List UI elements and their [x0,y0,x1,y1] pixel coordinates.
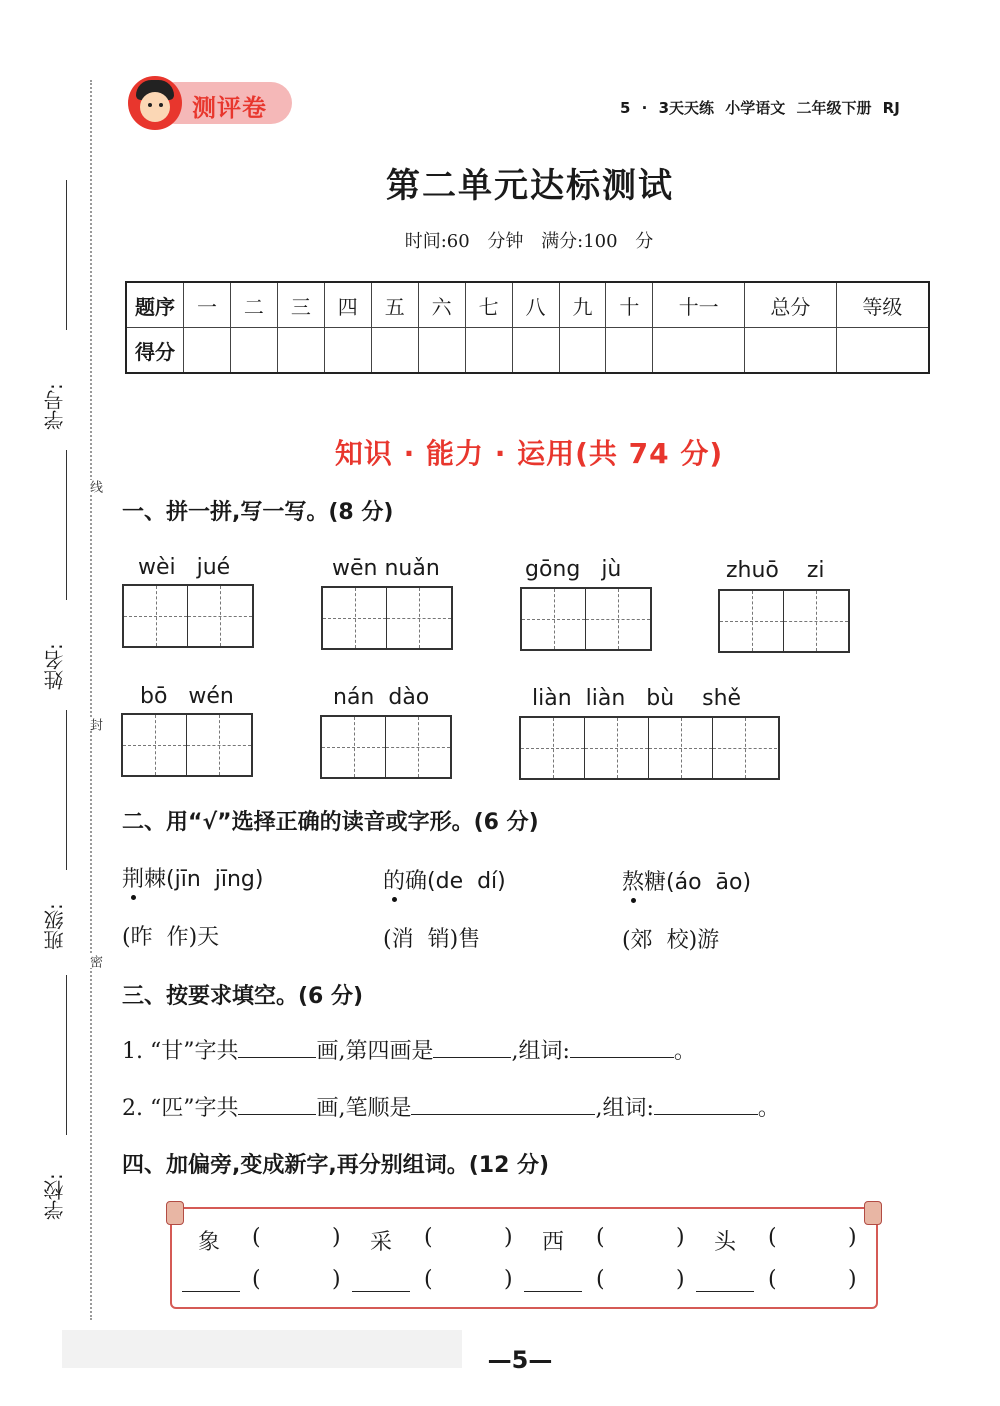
score-col: 四 [324,282,371,328]
q1-pinyin: gōng jù [525,557,622,582]
q2-option[interactable] [622,865,751,896]
q4-paren: ) [676,1267,685,1292]
q1-writing-box[interactable] [122,584,254,648]
name-label: 姓名: [43,643,67,690]
series-header: 5 · 3天天练 小学语文 二年级下册 RJ [620,99,900,117]
q1-writing-box[interactable] [320,715,452,779]
q3-text: ,组词: [595,1096,654,1121]
fourth-stroke-blank[interactable] [433,1035,511,1058]
score-cell[interactable] [277,328,324,374]
score-cell[interactable] [512,328,559,374]
score-cell[interactable] [418,328,465,374]
q1-heading: 一、拼一拼,写一写。(8 分) [122,500,394,525]
q3-line-2 [122,1091,780,1122]
q1-writing-box[interactable] [520,587,652,651]
q1-writing-box[interactable] [718,589,850,653]
score-col: 总分 [745,282,837,328]
time-score-info: 时间:60 分钟 满分:100 分 [404,231,654,252]
score-table-row-label: 得分 [126,328,184,374]
score-cell[interactable] [745,328,837,374]
score-cell[interactable] [836,328,929,374]
q2-option[interactable]: (郊 校)游 [622,928,720,953]
stroke-count-blank[interactable] [238,1092,316,1115]
q4-base-char: 象 [198,1230,221,1255]
score-col: 九 [559,282,606,328]
q3-heading: 三、按要求填空。(6 分) [122,984,364,1009]
q4-scroll-box [170,1207,878,1309]
q2-dotted-char: 的 [383,869,406,894]
q4-paren: ( [424,1225,433,1250]
q4-new-char-blank[interactable] [352,1271,410,1292]
binding-mark-secret: 密 [87,955,102,968]
q4-row-blanks [172,1267,876,1297]
binding-mark-line: 线 [87,480,102,493]
student-id-label: 学号: [43,383,67,430]
score-cell[interactable] [324,328,371,374]
score-table [125,281,930,374]
score-cell[interactable] [606,328,653,374]
badge-text: 测评卷 [192,94,267,122]
q4-paren: ) [504,1267,513,1292]
q2-heading: 二、用“√”选择正确的读音或字形。(6 分) [122,810,539,835]
score-col: 二 [230,282,277,328]
q1-pinyin: wēn nuǎn [332,556,440,581]
score-col: 五 [371,282,418,328]
q4-paren: ( [252,1267,261,1292]
test-badge [128,76,294,130]
q1-writing-box[interactable] [519,716,780,780]
q3-text: 画,第四画是 [316,1039,434,1064]
word-blank[interactable] [570,1035,674,1058]
binding-mark-seal: 封 [87,718,102,731]
score-col: 等级 [836,282,929,328]
q4-paren: ) [676,1225,685,1250]
class-rule [66,710,67,870]
q3-text: 2. “匹”字共 [122,1096,239,1121]
q1-pinyin: zhuō zi [726,558,825,583]
q3-text: 。 [757,1096,780,1121]
q4-paren: ( [768,1225,777,1250]
name-rule [66,450,67,600]
q4-new-char-blank[interactable] [182,1271,240,1292]
q2-option-text: 糖(áo āo) [644,870,752,895]
q1-pinyin: bō wén [140,684,234,709]
q4-paren: ) [332,1267,341,1292]
q4-paren: ) [848,1267,857,1292]
score-col: 十 [606,282,653,328]
q1-pinyin: liàn liàn bù shě [532,686,742,711]
q4-new-char-blank[interactable] [524,1271,582,1292]
score-cell[interactable] [184,328,231,374]
score-cell[interactable] [230,328,277,374]
score-col: 八 [512,282,559,328]
q1-pinyin: wèi jué [138,555,231,580]
score-cell[interactable] [559,328,606,374]
q3-text: ,组词: [511,1039,570,1064]
q2-option[interactable] [383,864,506,895]
score-table-row-label: 题序 [126,282,184,328]
q4-base-char: 采 [370,1230,393,1255]
q2-option[interactable]: (昨 作)天 [122,925,220,950]
q4-paren: ( [768,1267,777,1292]
q4-paren: ) [504,1225,513,1250]
q1-writing-box[interactable] [121,713,253,777]
score-col: 三 [277,282,324,328]
q2-option[interactable] [122,862,263,893]
q1-writing-box[interactable] [321,586,453,650]
scroll-curl-icon [864,1201,882,1225]
score-col: 一 [184,282,231,328]
q1-pinyin: nán dào [333,685,430,710]
word-blank[interactable] [654,1092,758,1115]
score-col: 十一 [653,282,745,328]
q4-new-char-blank[interactable] [696,1271,754,1292]
score-table-score-row [126,328,929,374]
q2-option[interactable]: (消 销)售 [383,927,481,952]
school-rule [66,975,67,1135]
score-cell[interactable] [653,328,745,374]
score-cell[interactable] [465,328,512,374]
score-table-header-row [126,282,929,328]
q2-option-text: 确(de dí) [405,869,506,894]
q4-paren: ) [332,1225,341,1250]
q4-paren: ( [596,1267,605,1292]
stroke-count-blank[interactable] [238,1035,316,1058]
q3-text: 画,笔顺是 [316,1096,412,1121]
school-label: 学校: [43,1173,67,1220]
q4-base-char: 西 [542,1230,565,1255]
q3-text: 1. “甘”字共 [122,1039,239,1064]
q2-dotted-char: 熬 [622,870,645,895]
binding-dotted-line [90,80,92,1320]
q2-option-text: 棘(jīn jīng) [144,867,264,892]
q2-dotted-char: 荆 [122,867,145,892]
section-title: 知识 · 能力 · 运用(共 74 分) [334,437,724,470]
q4-paren: ( [252,1225,261,1250]
stroke-order-blank[interactable] [411,1092,595,1115]
class-label: 班级: [43,903,67,950]
page-title: 第二单元达标测试 [386,166,674,206]
q3-line-1 [122,1034,696,1065]
q4-paren: ( [596,1225,605,1250]
mascot-face-icon [128,76,182,130]
score-cell[interactable] [371,328,418,374]
q4-paren: ) [848,1225,857,1250]
page-number: —5— [487,1346,553,1374]
q4-base-char: 头 [714,1230,737,1255]
q4-heading: 四、加偏旁,变成新字,再分别组词。(12 分) [122,1153,550,1178]
q4-paren: ( [424,1267,433,1292]
score-col: 六 [418,282,465,328]
q3-text: 。 [673,1039,696,1064]
score-col: 七 [465,282,512,328]
q4-row-chars [172,1225,876,1255]
scroll-curl-icon [166,1201,184,1225]
